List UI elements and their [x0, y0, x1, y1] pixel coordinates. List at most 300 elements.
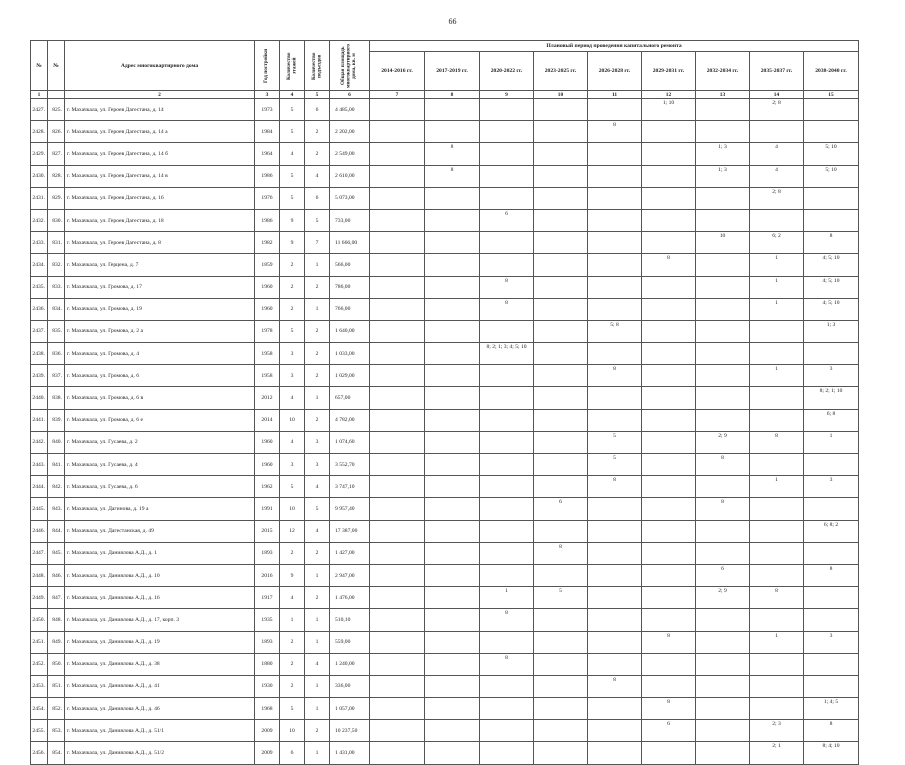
period-cell: 6; 8	[804, 409, 859, 431]
floors-cell: 5	[280, 476, 305, 498]
row-number-cell: 2456.	[31, 742, 48, 764]
area-cell: 559,00	[330, 631, 370, 653]
column-number: 7	[370, 91, 425, 99]
address-cell: г. Махачкала, ул. Громова, д. 17	[65, 276, 255, 298]
table-row	[31, 320, 859, 342]
year-cell: 1973	[255, 99, 280, 121]
header-floors: Количество этажей	[285, 51, 297, 80]
period-cell: 2; 3	[750, 720, 804, 742]
year-cell: 1935	[255, 609, 280, 631]
table-row	[31, 387, 859, 409]
year-cell: 1960	[255, 431, 280, 453]
area-cell: 2 549,00	[330, 143, 370, 165]
year-cell: 1960	[255, 276, 280, 298]
floors-cell: 4	[280, 387, 305, 409]
entrances-cell: 7	[305, 232, 330, 254]
address-cell: г. Махачкала, ул. Героев Дагестана, д. 14 а	[65, 121, 255, 143]
row-number-cell: 2428.	[31, 121, 48, 143]
period-cell	[696, 520, 750, 542]
period-cell: 1; 10	[642, 99, 696, 121]
period-cell	[534, 631, 588, 653]
header-area: Общая площадь многоквартирного дома, кв. м	[340, 43, 358, 88]
period-cell: 2; 9	[696, 431, 750, 453]
area-cell: 657,00	[330, 387, 370, 409]
period-cell	[425, 409, 480, 431]
row-subnumber-cell: 838.	[48, 387, 65, 409]
period-cell	[696, 99, 750, 121]
address-cell: г. Махачкала, ул. Героев Дагестана, д. 8	[65, 232, 255, 254]
entrances-cell: 4	[305, 653, 330, 675]
floors-cell: 4	[280, 587, 305, 609]
period-cell	[588, 99, 642, 121]
area-cell: 2 202,00	[330, 121, 370, 143]
year-cell: 1986	[255, 165, 280, 187]
period-cell	[804, 454, 859, 476]
period-cell	[642, 343, 696, 365]
entrances-cell: 2	[305, 343, 330, 365]
period-cell	[370, 454, 425, 476]
row-number-cell: 2447.	[31, 542, 48, 564]
period-cell: 8	[804, 720, 859, 742]
address-cell: г. Махачкала, ул. Гусаева, д. 2	[65, 431, 255, 453]
entrances-cell: 4	[305, 165, 330, 187]
period-cell	[534, 675, 588, 697]
period-cell	[480, 409, 534, 431]
period-cell	[642, 298, 696, 320]
year-cell: 1968	[255, 698, 280, 720]
period-cell: 2; 8	[750, 99, 804, 121]
area-cell: 1 029,00	[330, 365, 370, 387]
entrances-cell: 2	[305, 542, 330, 564]
address-cell: г. Махачкала, ул. Дагестанская, д. 49	[65, 520, 255, 542]
period-cell: 3	[804, 365, 859, 387]
period-cell	[534, 232, 588, 254]
year-cell: 1976	[255, 187, 280, 209]
address-cell: г. Махачкала, ул. Даниялова А.Д., д. 10	[65, 564, 255, 586]
row-subnumber-cell: 849.	[48, 631, 65, 653]
entrances-cell: 2	[305, 409, 330, 431]
entrances-cell: 2	[305, 587, 330, 609]
row-subnumber-cell: 837.	[48, 365, 65, 387]
period-cell	[642, 742, 696, 764]
floors-cell: 3	[280, 454, 305, 476]
address-cell: г. Махачкала, ул. Громова, д. 2 а	[65, 320, 255, 342]
table-row	[31, 609, 859, 631]
period-cell	[425, 653, 480, 675]
period-cell	[370, 698, 425, 720]
floors-cell: 5	[280, 99, 305, 121]
period-cell	[534, 720, 588, 742]
address-cell: г. Махачкала, ул. Даниялова А.Д., д. 19	[65, 631, 255, 653]
row-subnumber-cell: 851.	[48, 675, 65, 697]
period-cell	[804, 542, 859, 564]
table-row	[31, 121, 859, 143]
year-cell: 2009	[255, 742, 280, 764]
period-cell	[370, 165, 425, 187]
period-cell	[750, 564, 804, 586]
period-cell	[750, 498, 804, 520]
address-cell: г. Махачкала, ул. Даниялова А.Д., д. 41	[65, 675, 255, 697]
period-cell: 6; 2	[750, 232, 804, 254]
row-subnumber-cell: 831.	[48, 232, 65, 254]
period-cell: 8	[534, 542, 588, 564]
period-cell	[534, 387, 588, 409]
entrances-cell: 3	[305, 454, 330, 476]
period-cell	[588, 542, 642, 564]
period-cell	[425, 498, 480, 520]
row-number-cell: 2444.	[31, 476, 48, 498]
period-cell: 4; 5; 10	[804, 254, 859, 276]
period-cell	[370, 387, 425, 409]
header-entrances: Количество подъездов	[310, 51, 322, 80]
period-cell: 1; 4; 5	[804, 698, 859, 720]
period-cell	[534, 165, 588, 187]
row-subnumber-cell: 852.	[48, 698, 65, 720]
table-row	[31, 143, 859, 165]
period-cell	[750, 320, 804, 342]
period-cell	[480, 387, 534, 409]
period-cell	[425, 209, 480, 231]
period-cell	[480, 698, 534, 720]
header-period: 2038-2040 гг.	[804, 52, 859, 91]
period-cell	[425, 542, 480, 564]
row-subnumber-cell: 840.	[48, 431, 65, 453]
period-cell	[696, 320, 750, 342]
entrances-cell: 1	[305, 564, 330, 586]
header-period: 2032-2034 гг.	[696, 52, 750, 91]
period-cell	[534, 343, 588, 365]
period-cell	[804, 343, 859, 365]
period-cell	[370, 409, 425, 431]
header-area-cell	[330, 41, 370, 91]
period-cell	[534, 409, 588, 431]
table-row	[31, 209, 859, 231]
address-cell: г. Махачкала, ул. Даниялова А.Д., д. 51/1	[65, 720, 255, 742]
period-cell	[425, 454, 480, 476]
period-cell	[750, 209, 804, 231]
column-number: 8	[425, 91, 480, 99]
period-cell	[425, 564, 480, 586]
period-cell	[370, 675, 425, 697]
period-cell: 4; 5; 10	[804, 298, 859, 320]
table-row	[31, 187, 859, 209]
area-cell: 1 640,00	[330, 320, 370, 342]
period-cell	[696, 387, 750, 409]
period-cell	[425, 431, 480, 453]
period-cell: 5; 10	[804, 143, 859, 165]
address-cell: г. Махачкала, ул. Даниялова А.Д., д. 46	[65, 698, 255, 720]
year-cell: 2009	[255, 720, 280, 742]
period-cell	[750, 698, 804, 720]
period-cell	[642, 187, 696, 209]
period-cell	[534, 609, 588, 631]
period-cell	[534, 431, 588, 453]
table-row	[31, 276, 859, 298]
column-number: 11	[588, 91, 642, 99]
period-cell	[588, 409, 642, 431]
period-cell	[642, 520, 696, 542]
period-cell: 1	[480, 587, 534, 609]
period-cell	[642, 476, 696, 498]
area-cell: 17 387,00	[330, 520, 370, 542]
period-cell: 6; 8; 2	[804, 520, 859, 542]
row-number-cell: 2440.	[31, 387, 48, 409]
header-number-b: №	[48, 41, 65, 91]
floors-cell: 5	[280, 187, 305, 209]
row-number-cell: 2455.	[31, 720, 48, 742]
address-cell: г. Махачкала, ул. Громова, д. 19	[65, 298, 255, 320]
period-cell	[534, 209, 588, 231]
address-cell: г. Махачкала, ул. Даниялова А.Д., д. 17, корп. 3	[65, 609, 255, 631]
column-number: 3	[255, 91, 280, 99]
period-cell	[750, 675, 804, 697]
period-cell	[804, 587, 859, 609]
table-row	[31, 454, 859, 476]
entrances-cell: 1	[305, 298, 330, 320]
floors-cell: 2	[280, 254, 305, 276]
period-cell	[696, 653, 750, 675]
row-number-cell: 2453.	[31, 675, 48, 697]
period-cell	[534, 276, 588, 298]
row-subnumber-cell: 844.	[48, 520, 65, 542]
period-cell	[425, 365, 480, 387]
floors-cell: 2	[280, 631, 305, 653]
period-cell	[696, 276, 750, 298]
row-subnumber-cell: 847.	[48, 587, 65, 609]
period-cell	[425, 675, 480, 697]
period-cell	[750, 454, 804, 476]
period-cell	[642, 365, 696, 387]
period-cell: 8	[804, 564, 859, 586]
period-cell: 1; 3	[804, 320, 859, 342]
period-cell: 5	[534, 587, 588, 609]
period-cell	[480, 431, 534, 453]
period-cell	[750, 542, 804, 564]
period-cell	[696, 631, 750, 653]
address-cell: г. Махачкала, ул. Гусаева, д. 6	[65, 476, 255, 498]
header-year-cell	[255, 41, 280, 91]
row-number-cell: 2450.	[31, 609, 48, 631]
column-number: 2	[65, 91, 255, 99]
row-number-cell: 2430.	[31, 165, 48, 187]
period-cell	[804, 498, 859, 520]
floors-cell: 2	[280, 298, 305, 320]
entrances-cell: 1	[305, 698, 330, 720]
floors-cell: 2	[280, 675, 305, 697]
period-cell	[588, 165, 642, 187]
period-cell	[642, 276, 696, 298]
period-cell	[804, 209, 859, 231]
row-number-cell: 2443.	[31, 454, 48, 476]
period-cell	[804, 675, 859, 697]
period-cell: 8	[480, 298, 534, 320]
header-entrances-cell	[305, 41, 330, 91]
area-cell: 1 057,00	[330, 698, 370, 720]
period-cell	[370, 187, 425, 209]
period-cell	[480, 99, 534, 121]
period-cell: 8	[642, 698, 696, 720]
period-cell	[370, 587, 425, 609]
row-number-cell: 2435.	[31, 276, 48, 298]
period-cell	[480, 542, 534, 564]
period-cell	[588, 254, 642, 276]
row-subnumber-cell: 842.	[48, 476, 65, 498]
area-cell: 733,00	[330, 209, 370, 231]
period-cell	[642, 564, 696, 586]
entrances-cell: 1	[305, 387, 330, 409]
entrances-cell: 1	[305, 742, 330, 764]
area-cell: 4 485,00	[330, 99, 370, 121]
header-period: 2035-2037 гг.	[750, 52, 804, 91]
year-cell: 1930	[255, 675, 280, 697]
period-cell	[750, 409, 804, 431]
row-subnumber-cell: 850.	[48, 653, 65, 675]
period-cell: 2; 1	[750, 742, 804, 764]
period-cell	[642, 143, 696, 165]
table-row	[31, 365, 859, 387]
period-cell	[642, 587, 696, 609]
period-cell	[750, 520, 804, 542]
table-row	[31, 564, 859, 586]
period-cell	[534, 653, 588, 675]
entrances-cell: 1	[305, 675, 330, 697]
period-cell	[425, 298, 480, 320]
column-number: 10	[534, 91, 588, 99]
period-cell: 8	[588, 365, 642, 387]
row-number-cell: 2432.	[31, 209, 48, 231]
period-cell: 1	[750, 254, 804, 276]
entrances-cell: 1	[305, 631, 330, 653]
area-cell: 1 427,00	[330, 542, 370, 564]
period-cell	[425, 742, 480, 764]
address-cell: г. Махачкала, ул. Дагинова, д. 19 а	[65, 498, 255, 520]
period-cell	[534, 187, 588, 209]
period-cell: 8	[642, 631, 696, 653]
area-cell: 766,00	[330, 298, 370, 320]
row-number-cell: 2448.	[31, 564, 48, 586]
entrances-cell: 2	[305, 121, 330, 143]
row-number-cell: 2433.	[31, 232, 48, 254]
row-number-cell: 2445.	[31, 498, 48, 520]
table-row	[31, 476, 859, 498]
period-cell	[425, 232, 480, 254]
row-subnumber-cell: 828.	[48, 165, 65, 187]
entrances-cell: 2	[305, 365, 330, 387]
page-number: 66	[448, 17, 457, 26]
floors-cell: 3	[280, 365, 305, 387]
row-subnumber-cell: 835.	[48, 320, 65, 342]
period-cell: 8	[425, 165, 480, 187]
period-cell	[425, 720, 480, 742]
period-cell	[588, 343, 642, 365]
row-subnumber-cell: 843.	[48, 498, 65, 520]
address-cell: г. Махачкала, ул. Громова, д. 6	[65, 365, 255, 387]
period-cell	[480, 232, 534, 254]
period-cell	[370, 520, 425, 542]
period-cell	[480, 742, 534, 764]
period-cell	[370, 143, 425, 165]
row-subnumber-cell: 841.	[48, 454, 65, 476]
area-cell: 5 073,00	[330, 187, 370, 209]
period-cell	[642, 431, 696, 453]
period-cell	[425, 476, 480, 498]
row-number-cell: 2437.	[31, 320, 48, 342]
row-number-cell: 2439.	[31, 365, 48, 387]
entrances-cell: 2	[305, 320, 330, 342]
row-number-cell: 2446.	[31, 520, 48, 542]
table-row	[31, 298, 859, 320]
period-cell	[642, 232, 696, 254]
period-cell	[696, 609, 750, 631]
row-subnumber-cell: 829.	[48, 187, 65, 209]
period-cell	[642, 542, 696, 564]
period-cell	[480, 675, 534, 697]
area-cell: 336,00	[330, 675, 370, 697]
period-cell: 8; 2; 1; 10	[804, 387, 859, 409]
period-cell	[750, 387, 804, 409]
period-cell: 3	[804, 476, 859, 498]
floors-cell: 5	[280, 165, 305, 187]
column-number: 4	[280, 91, 305, 99]
period-cell	[642, 653, 696, 675]
period-cell: 1; 3	[696, 165, 750, 187]
period-cell	[370, 320, 425, 342]
row-number-cell: 2442.	[31, 431, 48, 453]
floors-cell: 5	[280, 698, 305, 720]
period-cell	[642, 675, 696, 697]
period-cell: 8; 4; 10	[804, 742, 859, 764]
period-cell	[642, 165, 696, 187]
period-cell: 10	[696, 232, 750, 254]
period-cell	[480, 498, 534, 520]
header-period: 2023-2025 гг.	[534, 52, 588, 91]
period-cell: 4; 5; 10	[804, 276, 859, 298]
period-cell: 5; 8	[588, 320, 642, 342]
period-cell	[534, 476, 588, 498]
period-cell	[425, 587, 480, 609]
period-cell	[696, 542, 750, 564]
period-cell	[588, 209, 642, 231]
period-cell	[696, 365, 750, 387]
row-number-cell: 2449.	[31, 587, 48, 609]
period-cell	[696, 476, 750, 498]
period-cell	[370, 343, 425, 365]
header-period: 2020-2022 гг.	[480, 52, 534, 91]
area-cell: 566,00	[330, 254, 370, 276]
period-cell	[534, 742, 588, 764]
floors-cell: 4	[280, 431, 305, 453]
period-cell	[425, 343, 480, 365]
area-cell: 3 747,10	[330, 476, 370, 498]
header-period: 2014-2016 гг.	[370, 52, 425, 91]
period-cell	[534, 454, 588, 476]
address-cell: г. Махачкала, ул. Героев Дагестана, д. 16	[65, 187, 255, 209]
floors-cell: 9	[280, 232, 305, 254]
row-subnumber-cell: 853.	[48, 720, 65, 742]
period-cell	[642, 409, 696, 431]
period-cell	[480, 454, 534, 476]
period-cell	[425, 631, 480, 653]
floors-cell: 2	[280, 276, 305, 298]
period-cell: 6	[534, 498, 588, 520]
period-cell: 1; 3	[696, 143, 750, 165]
area-cell: 1 431,00	[330, 742, 370, 764]
floors-cell: 10	[280, 720, 305, 742]
entrances-cell: 1	[305, 254, 330, 276]
period-cell	[588, 698, 642, 720]
period-cell: 8	[804, 232, 859, 254]
row-subnumber-cell: 833.	[48, 276, 65, 298]
